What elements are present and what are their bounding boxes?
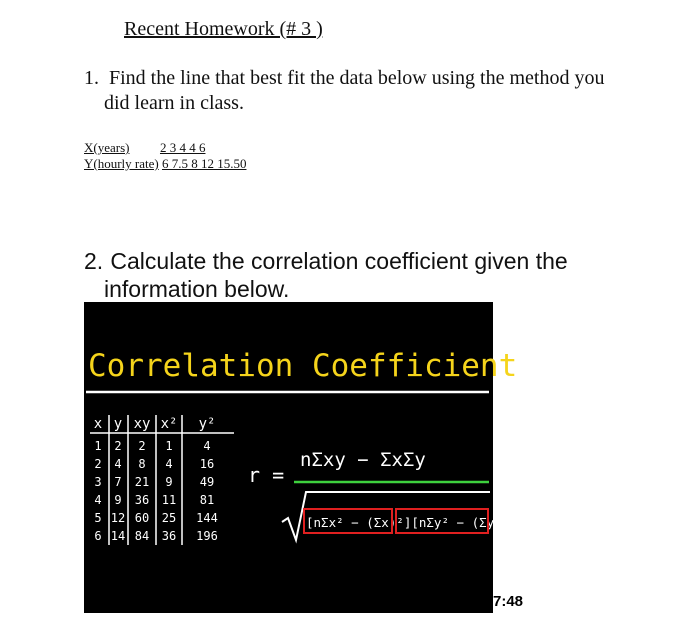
table-cell: 81 — [199, 493, 215, 507]
table-cell: 12 — [110, 511, 126, 525]
question-1-number: 1. — [84, 67, 99, 89]
formula-r: r = — [248, 463, 285, 487]
table-cell: 36 — [134, 493, 150, 507]
question-2-text-line1: Calculate the correlation coefficient given the — [110, 248, 568, 274]
question-1-text-line2: did learn in class. — [104, 92, 244, 114]
table-header-0: x — [93, 416, 103, 432]
table-cell: 16 — [199, 457, 215, 471]
table-cell: 196 — [196, 529, 218, 543]
table-cell: 4 — [165, 457, 173, 471]
question-2 — [84, 247, 644, 303]
table-cell: 84 — [134, 529, 150, 543]
table-cell: 3 — [94, 475, 102, 489]
table-cell: 9 — [114, 493, 122, 507]
question-1-text-line1: Find the line that best fit the data below using the method you — [109, 67, 605, 89]
table-cell: 4 — [94, 493, 102, 507]
video-time-text: 7:48 — [493, 593, 524, 610]
table-cell: 1 — [94, 439, 102, 453]
table-cell: 9 — [165, 475, 173, 489]
question-2-number: 2. — [84, 248, 104, 274]
table-cell: 7 — [114, 475, 122, 489]
table-cell: 8 — [138, 457, 146, 471]
table-header-4: y² — [198, 416, 216, 432]
table-cell: 2 — [138, 439, 146, 453]
y-values: 6 7.5 8 12 15.50 — [161, 156, 247, 171]
table-cell: 14 — [110, 529, 126, 543]
y-label: Y(hourly rate) — [84, 156, 159, 171]
table-header-3: x² — [160, 416, 178, 432]
table-cell: 2 — [94, 457, 102, 471]
table-cell: 2 — [114, 439, 122, 453]
table-cell: 6 — [94, 529, 102, 543]
table-cell: 36 — [161, 529, 177, 543]
table-cell: 60 — [134, 511, 150, 525]
formula-numerator: nΣxy − ΣxΣy — [300, 449, 426, 471]
table-header-1: y — [113, 416, 123, 432]
video-timestamp — [493, 592, 613, 613]
table-cell: 4 — [203, 439, 211, 453]
question-1 — [84, 66, 644, 116]
formula-denominator: [nΣx² − (Σx)²][nΣy² − (Σy)²] — [306, 515, 517, 530]
table-cell: 25 — [161, 511, 177, 525]
table-cell: 21 — [134, 475, 150, 489]
question-2-text-line2: information below. — [104, 276, 290, 302]
table-cell: 11 — [161, 493, 177, 507]
image-heading: Correlation Coefficient — [88, 348, 518, 384]
table-cell: 49 — [199, 475, 215, 489]
x-values: 2 3 4 4 6 — [159, 140, 206, 155]
table-cell: 1 — [165, 439, 173, 453]
data-table — [84, 140, 246, 172]
homework-title: Recent Homework (# 3 ) — [124, 18, 323, 40]
table-cell: 144 — [196, 511, 218, 525]
table-cell: 5 — [94, 511, 102, 525]
table-cell: 4 — [114, 457, 122, 471]
x-label: X(years) — [84, 140, 130, 155]
table-header-2: xy — [133, 416, 151, 432]
